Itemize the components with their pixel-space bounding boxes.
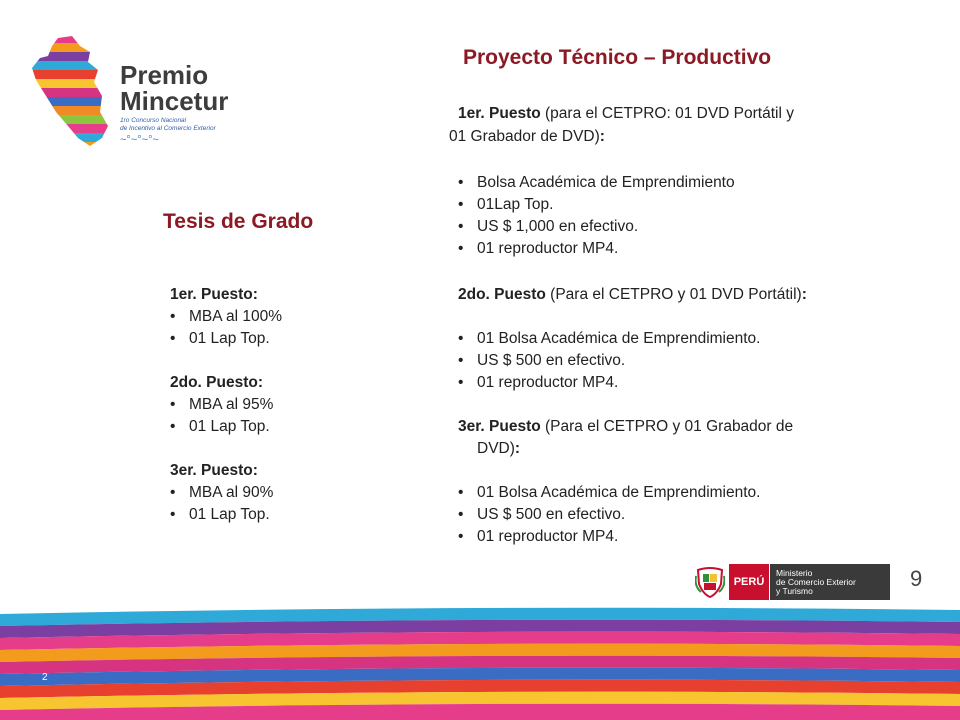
list-item: • Bolsa Académica de Emprendimiento <box>458 174 735 191</box>
left-first-place-heading: 1er. Puesto: <box>170 286 258 303</box>
slide-number: 2 <box>42 672 48 683</box>
right-second-place-heading: 2do. Puesto (Para el CETPRO y 01 DVD Portátil): <box>458 286 807 303</box>
list-item: • US $ 500 en efectivo. <box>458 352 626 369</box>
ministry-line-1: Ministerio <box>776 568 813 578</box>
list-item: • 01 reproductor MP4. <box>458 528 619 545</box>
list-item: • 01 Lap Top. <box>170 418 270 435</box>
logo-tagline-2: de Incentivo al Comercio Exterior <box>120 125 216 132</box>
list-item: • MBA al 90% <box>170 484 274 501</box>
page-number: 9 <box>910 566 923 591</box>
list-item: • 01Lap Top. <box>458 196 554 213</box>
ministry-brand-badge <box>770 564 890 600</box>
peru-brand-badge: PERÚ <box>729 564 769 600</box>
right-first-place-heading: 1er. Puesto (para el CETPRO: 01 DVD Portátil y <box>458 105 794 122</box>
decorative-stripes <box>0 600 960 720</box>
list-item: • 01 Bolsa Académica de Emprendimiento. <box>458 484 761 501</box>
slide-title: Proyecto Técnico – Productivo <box>463 46 772 69</box>
left-third-place-heading: 3er. Puesto: <box>170 462 258 479</box>
list-item: • 01 reproductor MP4. <box>458 240 619 257</box>
premio-mincetur-logo <box>28 34 248 154</box>
list-item: • 01 Lap Top. <box>170 330 270 347</box>
list-item: • US $ 1,000 en efectivo. <box>458 218 639 235</box>
list-item: • 01 Lap Top. <box>170 506 270 523</box>
ministry-line-3: y Turismo <box>776 586 813 596</box>
peru-coat-of-arms-icon <box>695 566 725 598</box>
logo-swirl-ornament: ~°~°~°~ <box>120 134 159 146</box>
list-item: • 01 reproductor MP4. <box>458 374 619 391</box>
right-third-place-heading-cont: DVD): <box>477 440 521 457</box>
ministry-line-2: de Comercio Exterior <box>776 577 856 587</box>
right-first-place-heading-cont: 01 Grabador de DVD): <box>449 128 605 145</box>
section-title-tesis: Tesis de Grado <box>163 210 314 233</box>
left-second-place-heading: 2do. Puesto: <box>170 374 264 391</box>
list-item: • MBA al 95% <box>170 396 274 413</box>
logo-text-mincetur: Mincetur <box>120 86 229 116</box>
peru-map-icon <box>28 34 118 154</box>
logo-tagline-1: 1ro Concurso Nacional <box>120 117 187 124</box>
logo-text-premio: Premio <box>120 60 209 90</box>
right-third-place-heading: 3er. Puesto (Para el CETPRO y 01 Grabador de <box>458 418 794 435</box>
list-item: • 01 Bolsa Académica de Emprendimiento. <box>458 330 761 347</box>
list-item: • US $ 500 en efectivo. <box>458 506 626 523</box>
list-item: • MBA al 100% <box>170 308 283 325</box>
